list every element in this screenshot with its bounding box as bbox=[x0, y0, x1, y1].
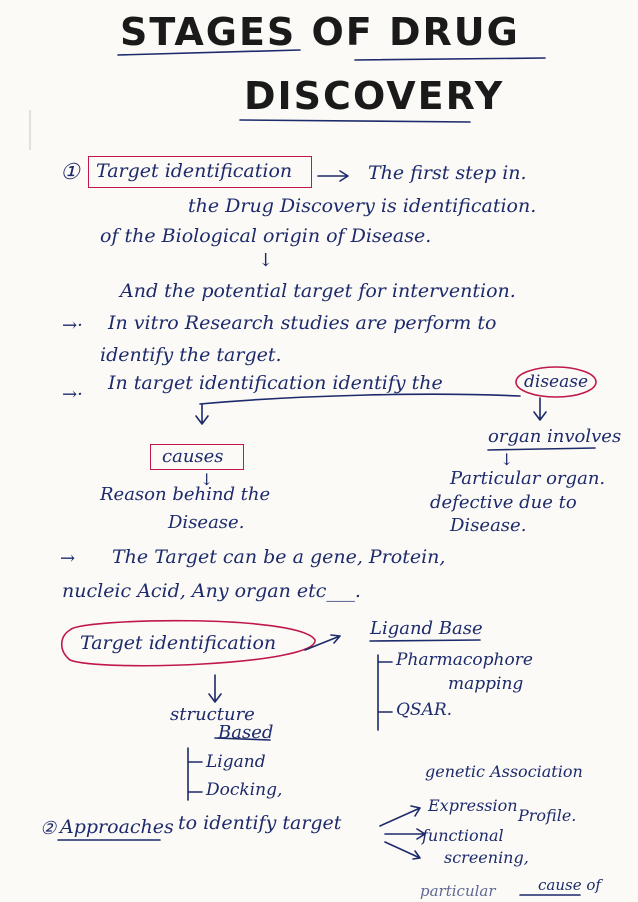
structure-item: Ligand bbox=[206, 752, 266, 772]
target-id-label: Target identification bbox=[80, 632, 277, 654]
paragraph-line: The Target can be a gene, Protein, bbox=[112, 546, 446, 568]
underline bbox=[370, 640, 480, 641]
branch-curve bbox=[200, 394, 520, 404]
approach-item: Expression bbox=[428, 796, 518, 815]
section-heading: Target identification bbox=[96, 160, 293, 182]
right-arrow-icon bbox=[385, 842, 420, 859]
right-arrow-icon bbox=[380, 806, 420, 826]
bullet-marker: →· bbox=[62, 315, 83, 336]
section-number: ① bbox=[60, 160, 80, 185]
section-number: ② bbox=[40, 818, 57, 839]
right-arrow-icon bbox=[385, 829, 425, 839]
structure-title: Based bbox=[218, 722, 274, 743]
branch-text: defective due to bbox=[430, 492, 577, 513]
approaches-text: to identify target bbox=[178, 812, 342, 834]
approach-item: genetic Association bbox=[425, 762, 583, 781]
approach-item: screening, bbox=[444, 848, 529, 867]
ligand-base-item: Pharmacophore bbox=[396, 650, 533, 670]
partial-text: particular bbox=[420, 882, 496, 900]
approach-item: Profile. bbox=[518, 806, 577, 825]
down-arrow-icon: ↓ bbox=[258, 250, 274, 271]
branch-text: Particular organ. bbox=[450, 468, 606, 489]
down-arrow-icon: ↓ bbox=[500, 450, 514, 469]
down-arrow-icon bbox=[534, 398, 546, 420]
branch-text: Reason behind the bbox=[100, 484, 271, 505]
paragraph-line: The first step in. bbox=[368, 162, 527, 184]
ligand-base-item: mapping bbox=[448, 674, 524, 694]
bullet-line: identify the target. bbox=[100, 344, 282, 366]
approach-item: functional bbox=[422, 826, 504, 845]
paragraph-line: nucleic Acid, Any organ etc___. bbox=[62, 580, 361, 602]
title-underline-2 bbox=[355, 58, 545, 60]
title-underline-3 bbox=[240, 120, 470, 122]
paragraph-line: the Drug Discovery is identification. bbox=[188, 195, 537, 217]
paragraph-line: And the potential target for intervention. bbox=[120, 280, 516, 302]
bullet-line: In target identification identify the bbox=[108, 372, 443, 394]
right-arrow-icon bbox=[305, 635, 340, 650]
ligand-base-title: Ligand Base bbox=[370, 618, 483, 639]
page-title-line1: STAGES OF DRUG bbox=[120, 10, 520, 54]
bracket bbox=[378, 655, 392, 730]
bullet-marker: →· bbox=[62, 384, 83, 405]
bracket bbox=[188, 748, 202, 800]
right-arrow-icon bbox=[318, 171, 348, 181]
structure-item: Docking, bbox=[206, 780, 283, 800]
organ-label: organ involves bbox=[488, 426, 622, 447]
bullet-line: In vitro Research studies are perform to bbox=[108, 312, 497, 334]
approaches-label: Approaches bbox=[60, 816, 174, 838]
arrow-marker: → bbox=[60, 548, 76, 569]
branch-text: Disease. bbox=[450, 515, 527, 536]
partial-text: cause of bbox=[538, 876, 601, 894]
ligand-base-item: QSAR. bbox=[396, 700, 453, 720]
structure-title: structure bbox=[170, 704, 255, 725]
causes-label: causes bbox=[162, 446, 224, 467]
branch-text: Disease. bbox=[168, 512, 245, 533]
page-title-line2: DISCOVERY bbox=[244, 74, 505, 118]
down-arrow-icon bbox=[209, 675, 221, 702]
paragraph-line: of the Biological origin of Disease. bbox=[100, 225, 432, 247]
disease-highlight: disease bbox=[524, 372, 589, 392]
down-arrow-icon bbox=[196, 404, 208, 424]
down-arrow-icon: ↓ bbox=[200, 470, 214, 489]
